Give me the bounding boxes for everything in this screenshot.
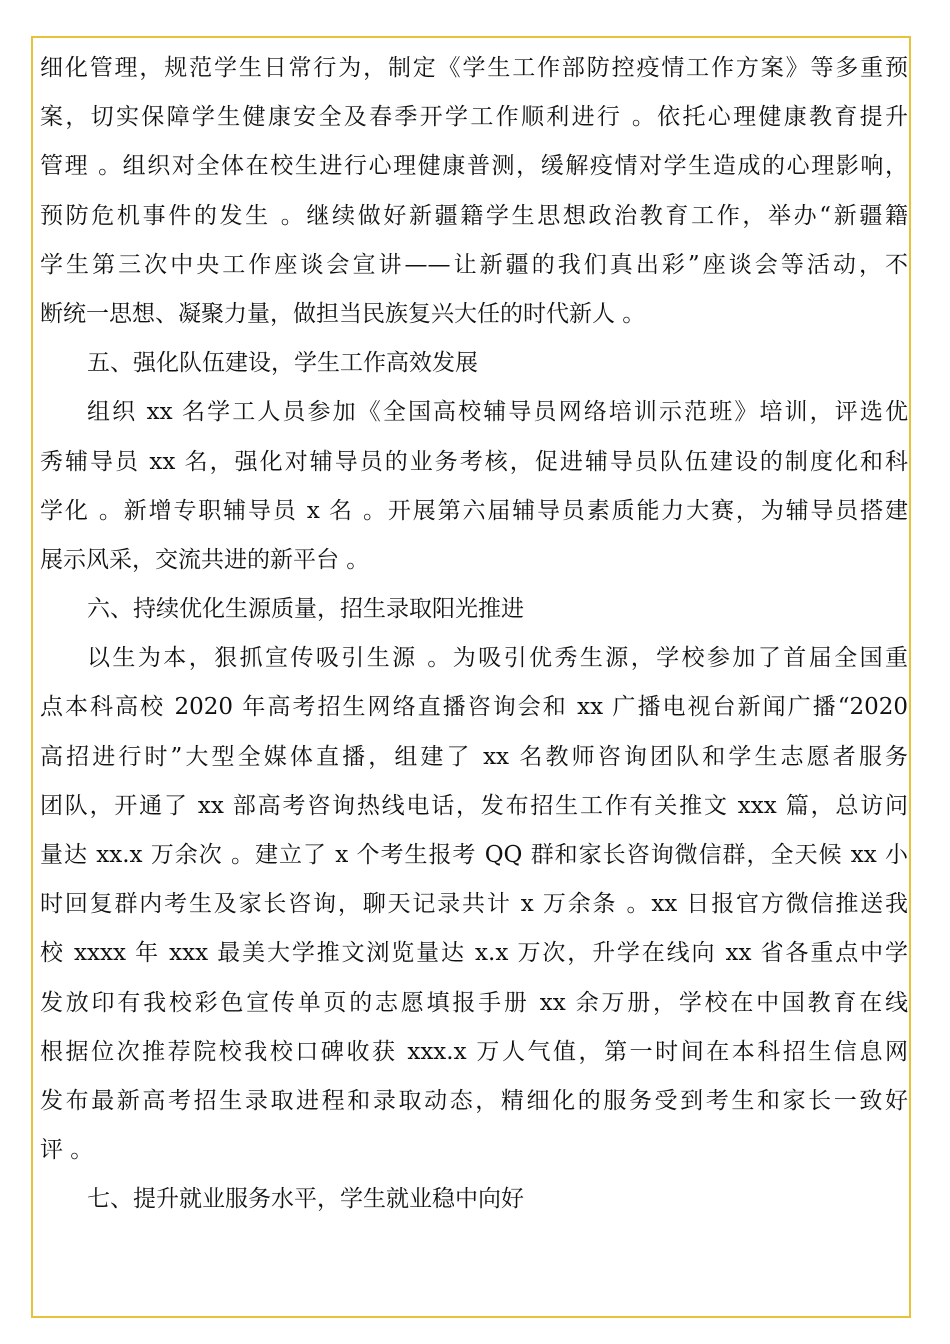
text-line: 组织 xx 名学工人员参加《全国高校辅导员网络培训示范班》培训，评选优 [87, 399, 908, 426]
section-heading: 五、强化队伍建设，学生工作高效发展 [87, 350, 478, 377]
text-line: 高招进行时”大型全媒体直播，组建了 xx 名教师咨询团队和学生志愿者服务 [40, 743, 908, 770]
text-line: 秀辅导员 xx 名，强化对辅导员的业务考核，促进辅导员队伍建设的制度化和科 [40, 448, 908, 475]
text-line: 点本科高校 2020 年高考招生网络直播咨询会和 xx 广播电视台新闻广播“2020 [40, 694, 908, 721]
text-line: 团队，开通了 xx 部高考咨询热线电话，发布招生工作有关推文 xxx 篇，总访问 [40, 792, 908, 819]
section-heading: 六、持续优化生源质量，招生录取阳光推进 [87, 596, 524, 623]
text-line: 学生第三次中央工作座谈会宣讲——让新疆的我们真出彩”座谈会等活动，不 [40, 251, 908, 278]
text-line: 根据位次推荐院校我校口碑收获 xxx.x 万人气值，第一时间在本科招生信息网 [40, 1038, 908, 1065]
text-line: 学化 。新增专职辅导员 x 名 。开展第六届辅导员素质能力大赛，为辅导员搭建 [40, 497, 908, 524]
text-line: 评 。 [40, 1137, 94, 1164]
text-line: 细化管理，规范学生日常行为，制定《学生工作部防控疫情工作方案》等多重预 [40, 55, 908, 81]
text-line: 发放印有我校彩色宣传单页的志愿填报手册 xx 余万册，学校在中国教育在线 [40, 989, 908, 1016]
text-line: 展示风采，交流共进的新平台 。 [40, 546, 370, 573]
text-line: 断统一思想、凝聚力量，做担当民族复兴大任的时代新人 。 [40, 300, 646, 327]
document-body [40, 44, 908, 1225]
text-line: 管理 。组织对全体在校生进行心理健康普测，缓解疫情对学生造成的心理影响， [40, 153, 908, 180]
text-line: 以生为本，狠抓宣传吸引生源 。为吸引优秀生源，学校参加了首届全国重 [87, 645, 908, 672]
text-line: 量达 xx.x 万余次 。建立了 x 个考生报考 QQ 群和家长咨询微信群，全天候 xx 小 [40, 842, 908, 868]
text-line: 预防危机事件的发生 。继续做好新疆籍学生思想政治教育工作，举办“新疆籍 [40, 202, 908, 229]
text-line: 时回复群内考生及家长咨询，聊天记录共计 x 万余条 。xx 日报官方微信推送我 [40, 891, 908, 918]
text-line: 发布最新高考招生录取进程和录取动态，精细化的服务受到考生和家长一致好 [40, 1087, 908, 1114]
text-line: 案，切实保障学生健康安全及春季开学工作顺利进行 。依托心理健康教育提升 [40, 104, 908, 131]
text-line: 校 xxxx 年 xxx 最美大学推文浏览量达 x.x 万次，升学在线向 xx 省各重点中学 [40, 940, 908, 967]
section-heading: 七、提升就业服务水平，学生就业稳中向好 [87, 1186, 524, 1213]
